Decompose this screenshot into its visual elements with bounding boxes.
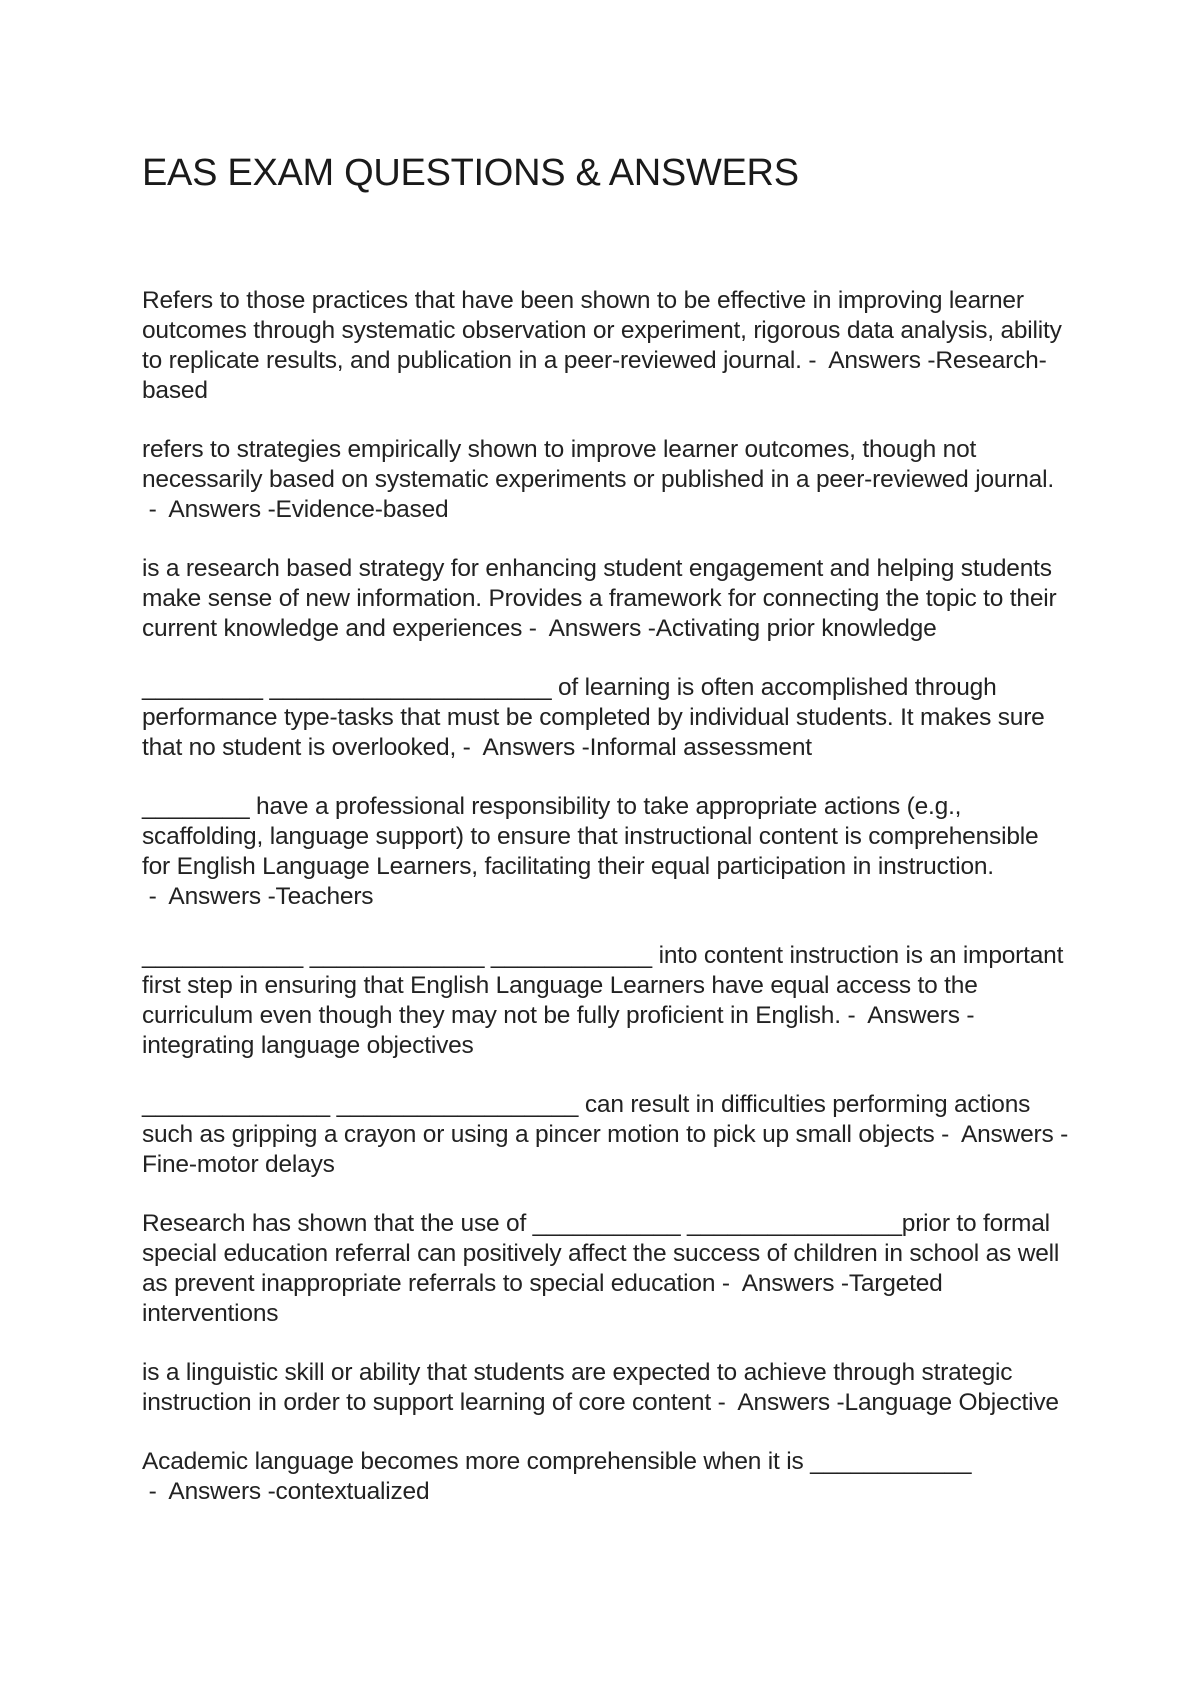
qa-item	[142, 435, 1072, 525]
question-text: Research has shown that the use of ___________ ________________prior to formal special education referral can positively affect the success of children in school as well as prevent inappropriate referrals to special education	[142, 1210, 1060, 1297]
answer-text: Evidence-based	[275, 496, 449, 523]
question-text: ______________ __________________ can result in difficulties performing actions such as gripping a crayon or using a pincer motion to pick up small objects	[142, 1091, 1031, 1148]
answer-separator: - Answers -	[934, 1121, 1069, 1148]
answer-separator: - Answers -	[522, 615, 656, 642]
question-text: Refers to those practices that have been shown to be effective in improving learner outcomes through systematic observation or experiment, rigorous data analysis, ability to replicate results, and publication in a peer-reviewed journal.	[142, 287, 1062, 374]
answer-text: Research-based	[142, 347, 1047, 404]
qa-item	[142, 941, 1072, 1061]
question-text: is a linguistic skill or ability that students are expected to achieve through strategic instruction in order to support learning of core content	[142, 1359, 1013, 1416]
question-text: _________ _____________________ of learning is often accomplished through performance type-tasks that must be completed by individual students. It makes sure that no student is overlooked,	[142, 674, 1045, 761]
answer-text: contextualized	[275, 1478, 430, 1505]
qa-item	[142, 792, 1072, 912]
answer-text: Informal assessment	[589, 734, 812, 761]
answer-separator: - Answers -	[840, 1002, 975, 1029]
qa-item	[142, 286, 1072, 406]
answer-separator: - Answers -	[142, 883, 276, 910]
question-text: is a research based strategy for enhancing student engagement and helping students make sense of new information. Provides a framework for connecting the topic to their current knowledge and experiences	[142, 555, 1057, 642]
qa-item	[142, 1090, 1072, 1180]
qa-item	[142, 554, 1072, 644]
qa-item	[142, 673, 1072, 763]
qa-item	[142, 1358, 1072, 1418]
qa-item	[142, 1447, 1072, 1507]
question-text: ____________ _____________ ____________ into content instruction is an important first step in ensuring that English Language Learners have equal access to the curriculum even though they may not be fully proficient in English.	[142, 942, 1064, 1029]
question-text: ________ have a professional responsibility to take appropriate actions (e.g., scaffolding, language support) to ensure that instructional content is comprehensible for English Language Learners, facilitating their equal participation in instruction.	[142, 793, 1039, 880]
answer-text: Language Objective	[844, 1389, 1059, 1416]
answer-text: integrating language objectives	[142, 1032, 474, 1059]
answer-separator: - Answers -	[142, 496, 276, 523]
answer-text: Teachers	[275, 883, 374, 910]
answer-separator: - Answers -	[456, 734, 590, 761]
qa-item	[142, 1209, 1072, 1329]
answer-separator: - Answers -	[142, 1478, 276, 1505]
answer-separator: - Answers -	[801, 347, 936, 374]
answer-separator: - Answers -	[715, 1270, 849, 1297]
qa-list	[142, 286, 1072, 1536]
answer-text: Targeted interventions	[142, 1270, 943, 1327]
answer-separator: - Answers -	[710, 1389, 845, 1416]
question-text: Academic language becomes more comprehensible when it is ____________	[142, 1448, 972, 1475]
answer-text: Activating prior knowledge	[655, 615, 937, 642]
answer-text: Fine-motor delays	[142, 1151, 335, 1178]
question-text: refers to strategies empirically shown to improve learner outcomes, though not necessarily based on systematic experiments or published in a peer-reviewed journal.	[142, 436, 1054, 493]
document-title: EAS EXAM QUESTIONS & ANSWERS	[142, 152, 799, 194]
